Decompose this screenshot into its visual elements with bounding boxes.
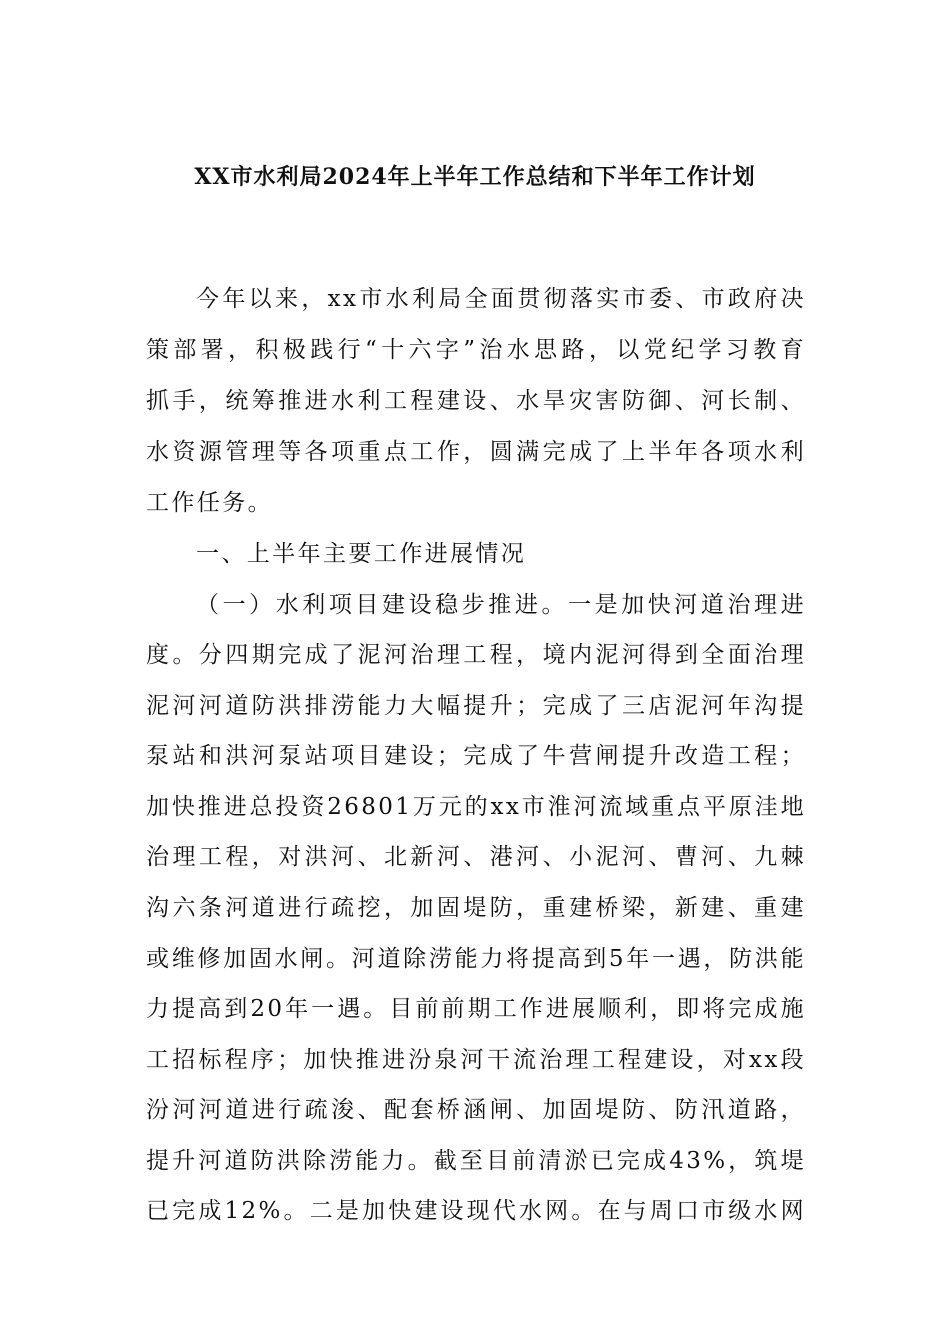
paragraph-line: 或维修加固水闸。河道除涝能力将提高到5年一遇，防洪能 [146,946,806,972]
paragraph-line: 度。分四期完成了泥河治理工程，境内泥河得到全面治理 [146,642,806,668]
paragraph-line: 水资源管理等各项重点工作，圆满完成了上半年各项水利 [146,439,806,465]
section-heading: 一、上半年主要工作进展情况 [196,541,527,567]
paragraph-line: 今年以来，xx市水利局全面贯彻落实市委、市政府决 [196,286,806,312]
paragraph-line: （一）水利项目建设稳步推进。一是加快河道治理进 [196,592,806,618]
paragraph-line: 已完成12%。二是加快建设现代水网。在与周口市级水网 [146,1198,806,1224]
paragraph-line: 汾河河道进行疏浚、配套桥涵闸、加固堤防、防汛道路， [146,1097,806,1123]
paragraph-line: 工作任务。 [146,490,273,516]
paragraph-line: 力提高到20年一遇。目前前期工作进展顺利，即将完成施 [146,996,806,1022]
paragraph-line: 策部署，积极践行“十六字”治水思路，以党纪学习教育 [146,337,806,363]
paragraph-line: 工招标程序；加快推进汾泉河干流治理工程建设，对xx段 [146,1047,806,1073]
paragraph-line: 泵站和洪河泵站项目建设；完成了牛营闸提升改造工程； [146,743,806,769]
document-title: XX市水利局2024年上半年工作总结和下半年工作计划 [194,164,756,190]
paragraph-line: 泥河河道防洪排涝能力大幅提升；完成了三店泥河年沟提 [146,693,806,719]
paragraph-line: 治理工程，对洪河、北新河、港河、小泥河、曹河、九棘 [146,844,806,870]
paragraph-line: 提升河道防洪除涝能力。截至目前清淤已完成43%，筑堤 [146,1148,806,1174]
paragraph-line: 加快推进总投资26801万元的xx市淮河流域重点平原洼地 [146,794,806,820]
paragraph-line: 抓手，统筹推进水利工程建设、水旱灾害防御、河长制、 [146,388,806,414]
paragraph-line: 沟六条河道进行疏挖，加固堤防，重建桥梁，新建、重建 [146,895,806,921]
